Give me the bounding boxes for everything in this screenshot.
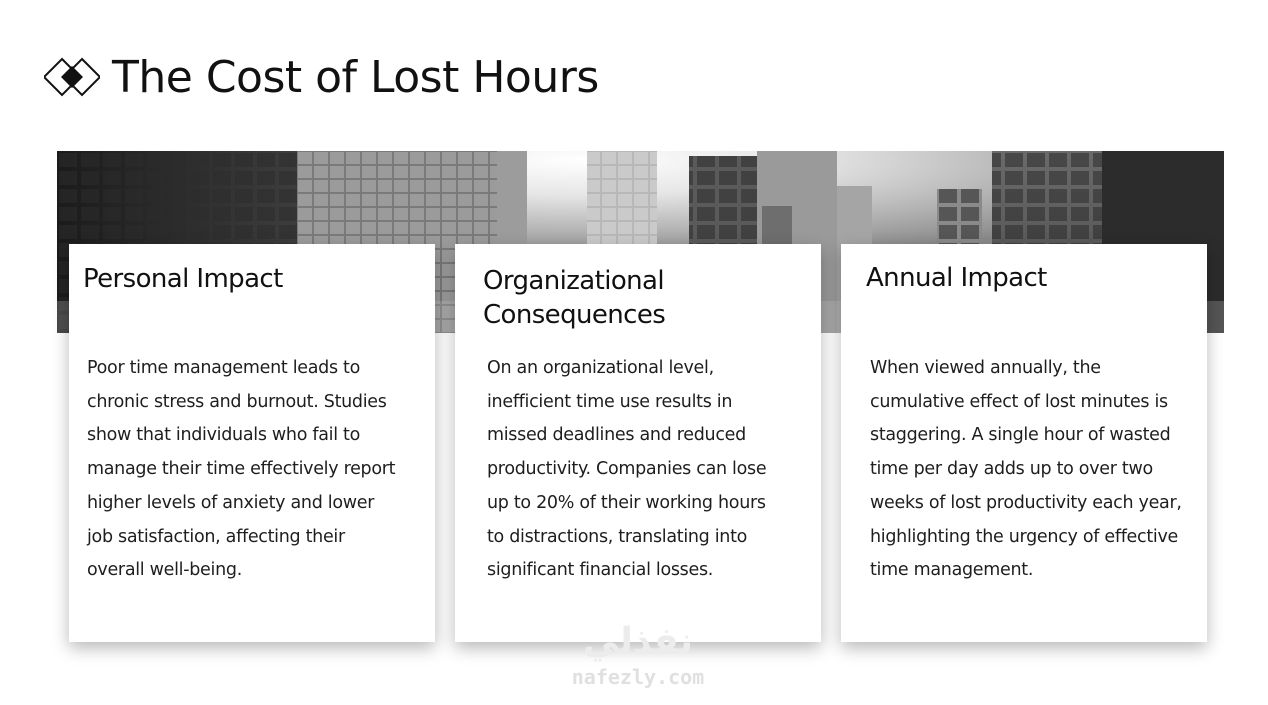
card-body-text: Poor time management leads to chronic stress and burnout. Studies show that individuals who fail to manage their time effectively report higher levels of anxiety and lower job satisfaction, affecting their overall well-being.	[87, 358, 396, 581]
slide-title: The Cost of Lost Hours	[112, 52, 599, 103]
card-body-text: When viewed annually, the cumulative effect of lost minutes is staggering. A single hour of wasted time per day adds up to over two weeks of lost productivity each year, highlighting the urgency of effective time management.	[870, 358, 1182, 581]
watermark-url: nafezly.com	[571, 665, 705, 689]
watermark-logo: نفذلي	[582, 621, 694, 662]
card-heading: Personal Impact	[83, 264, 283, 294]
organizational-consequences-card	[455, 244, 821, 642]
watermark	[538, 620, 738, 690]
card-body-text: On an organizational level, inefficient time use results in missed deadlines and reduced productivity. Companies can lose up to 20% of their working hours to distractions, translating into significant financial losses.	[487, 358, 767, 581]
card-heading: Organizational Consequences	[483, 266, 666, 330]
personal-impact-card	[69, 244, 435, 642]
card-heading: Annual Impact	[866, 263, 1047, 293]
diamond-logo-icon	[44, 56, 100, 98]
annual-impact-card	[841, 244, 1207, 642]
